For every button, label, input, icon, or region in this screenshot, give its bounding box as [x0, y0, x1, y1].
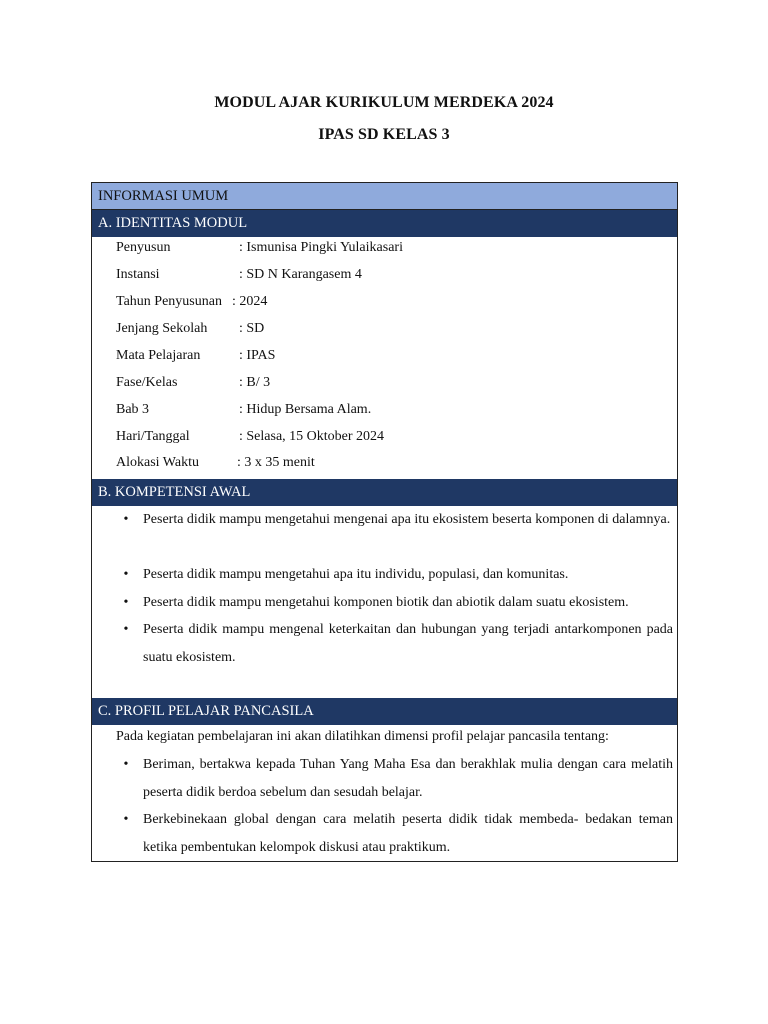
identity-key: Mata Pelajaran — [116, 348, 201, 363]
bullet-icon: • — [123, 567, 129, 582]
section-b-heading: B. KOMPETENSI AWAL — [92, 479, 677, 506]
identity-key: Fase/Kelas — [116, 375, 178, 390]
document-subtitle: IPAS SD KELAS 3 — [318, 126, 450, 143]
identity-value: : IPAS — [239, 348, 276, 363]
bullet-icon: • — [123, 622, 129, 637]
document-title: MODUL AJAR KURIKULUM MERDEKA 2024 — [214, 94, 554, 111]
competency-item — [116, 506, 673, 561]
bullet-icon: • — [123, 812, 129, 827]
identity-key: Instansi — [116, 267, 160, 282]
competency-text: Peserta didik mampu mengetahui komponen biotik dan abiotik dalam suatu ekosistem. — [143, 595, 629, 610]
profile-text: Beriman, bertakwa kepada Tuhan Yang Maha Esa dan berakhlak mulia dengan cara melatih peserta didik berdoa sebelum dan sesudah belajar. — [143, 757, 673, 800]
identity-key: Penyusun — [116, 240, 171, 255]
competency-item — [116, 561, 673, 589]
identity-value: : 3 x 35 menit — [237, 455, 315, 470]
section-c-heading: C. PROFIL PELAJAR PANCASILA — [92, 698, 677, 725]
identity-key: Bab 3 — [116, 402, 150, 417]
identity-value: : Ismunisa Pingki Yulaikasari — [239, 240, 403, 255]
identity-value: : B/ 3 — [239, 375, 271, 390]
identity-key: Hari/Tanggal — [116, 429, 190, 444]
competency-item — [116, 589, 673, 617]
identity-key: Tahun Penyusunan — [116, 294, 222, 309]
competency-item — [116, 616, 673, 671]
identity-value: : SD — [239, 321, 265, 336]
module-info-table — [91, 182, 678, 862]
identity-value: : SD N Karangasem 4 — [239, 267, 362, 282]
competency-text: Peserta didik mampu mengetahui mengenai apa itu ekosistem beserta komponen di dalamnya. — [143, 512, 671, 527]
info-umum-header: INFORMASI UMUM — [92, 183, 677, 210]
profile-item — [116, 751, 673, 806]
bullet-icon: • — [123, 512, 129, 527]
profile-intro: Pada kegiatan pembelajaran ini akan dilatihkan dimensi profil pelajar pancasila tentang: — [116, 729, 609, 744]
competency-text: Peserta didik mampu mengetahui apa itu individu, populasi, dan komunitas. — [143, 567, 569, 582]
section-a-heading: A. IDENTITAS MODUL — [92, 210, 677, 237]
profile-text: Berkebinekaan global dengan cara melatih peserta didik tidak membeda- bedakan teman ketika pembentukan kelompok diskusi atau praktikum. — [143, 812, 673, 855]
bullet-icon: • — [123, 595, 129, 610]
competency-text: Peserta didik mampu mengenal keterkaitan dan hubungan yang terjadi antarkomponen pada suatu ekosistem. — [143, 622, 673, 665]
profile-item — [116, 806, 673, 861]
bullet-icon: • — [123, 757, 129, 772]
identity-key: Alokasi Waktu — [116, 455, 199, 470]
identity-value: : 2024 — [232, 294, 268, 309]
identity-key: Jenjang Sekolah — [116, 321, 208, 336]
identity-value: : Hidup Bersama Alam. — [239, 402, 372, 417]
identity-value: : Selasa, 15 Oktober 2024 — [239, 429, 385, 444]
